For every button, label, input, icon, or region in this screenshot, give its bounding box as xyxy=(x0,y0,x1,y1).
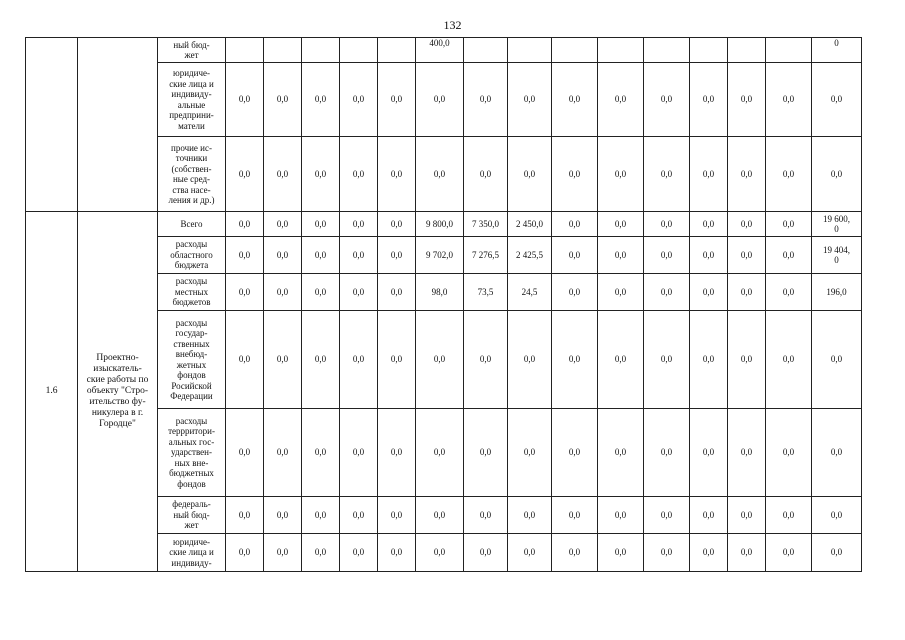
value-cell: 0,0 xyxy=(378,212,416,237)
value-cell: 0,0 xyxy=(598,137,644,212)
value-cell: 19 404, 0 xyxy=(812,237,862,274)
item-number-cell xyxy=(26,38,78,212)
value-cell: 0,0 xyxy=(226,237,264,274)
value-cell: 9 702,0 xyxy=(416,237,464,274)
value-cell: 0,0 xyxy=(766,212,812,237)
value-cell: 0,0 xyxy=(598,212,644,237)
value-cell: 0,0 xyxy=(508,497,552,534)
value-cell xyxy=(766,38,812,63)
value-cell: 2 450,0 xyxy=(508,212,552,237)
value-cell: 0,0 xyxy=(690,237,728,274)
value-cell: 0,0 xyxy=(766,237,812,274)
funding-source-cell: федераль- ный бюд- жет xyxy=(158,497,226,534)
value-cell: 73,5 xyxy=(464,274,508,311)
value-cell: 0,0 xyxy=(552,311,598,409)
value-cell: 0,0 xyxy=(552,137,598,212)
value-cell: 0,0 xyxy=(302,137,340,212)
page-number: 132 xyxy=(443,18,462,32)
value-cell: 0,0 xyxy=(340,212,378,237)
value-cell: 0,0 xyxy=(766,311,812,409)
value-cell: 0,0 xyxy=(264,137,302,212)
value-cell: 0,0 xyxy=(340,409,378,497)
value-cell: 400,0 xyxy=(416,38,464,63)
value-cell xyxy=(598,38,644,63)
value-cell: 0,0 xyxy=(644,409,690,497)
value-cell: 0,0 xyxy=(464,534,508,572)
value-cell: 0,0 xyxy=(302,212,340,237)
value-cell xyxy=(302,38,340,63)
value-cell: 0,0 xyxy=(226,311,264,409)
value-cell: 0,0 xyxy=(340,497,378,534)
value-cell: 0,0 xyxy=(552,497,598,534)
value-cell: 196,0 xyxy=(812,274,862,311)
value-cell: 0,0 xyxy=(552,63,598,137)
value-cell: 0,0 xyxy=(690,137,728,212)
value-cell: 0,0 xyxy=(302,237,340,274)
value-cell: 0 xyxy=(812,38,862,63)
value-cell: 0,0 xyxy=(264,497,302,534)
value-cell: 0,0 xyxy=(264,274,302,311)
funding-source-cell: расходы местных бюджетов xyxy=(158,274,226,311)
value-cell: 0,0 xyxy=(464,63,508,137)
value-cell: 0,0 xyxy=(728,237,766,274)
value-cell xyxy=(552,38,598,63)
value-cell: 0,0 xyxy=(378,274,416,311)
value-cell: 0,0 xyxy=(552,409,598,497)
value-cell: 0,0 xyxy=(644,274,690,311)
value-cell: 0,0 xyxy=(644,237,690,274)
value-cell: 0,0 xyxy=(226,534,264,572)
value-cell xyxy=(644,38,690,63)
value-cell: 0,0 xyxy=(690,63,728,137)
value-cell: 0,0 xyxy=(766,497,812,534)
value-cell: 0,0 xyxy=(302,534,340,572)
value-cell: 0,0 xyxy=(766,274,812,311)
value-cell xyxy=(728,38,766,63)
value-cell: 0,0 xyxy=(264,409,302,497)
value-cell: 0,0 xyxy=(728,212,766,237)
funding-source-cell: юридиче- ские лица и индивиду- xyxy=(158,534,226,572)
value-cell: 0,0 xyxy=(378,311,416,409)
value-cell: 0,0 xyxy=(644,534,690,572)
value-cell: 0,0 xyxy=(766,63,812,137)
value-cell: 0,0 xyxy=(644,63,690,137)
value-cell: 0,0 xyxy=(378,63,416,137)
value-cell: 98,0 xyxy=(416,274,464,311)
value-cell: 0,0 xyxy=(552,274,598,311)
value-cell: 0,0 xyxy=(508,63,552,137)
value-cell xyxy=(264,38,302,63)
funding-source-cell: прочие ис- точники (собствен- ные сред- ства насе- ления и др.) xyxy=(158,137,226,212)
value-cell: 0,0 xyxy=(226,274,264,311)
funding-source-cell: расходы террритори- альных гос- ударствен- ных вне- бюджетных фондов xyxy=(158,409,226,497)
value-cell: 0,0 xyxy=(464,409,508,497)
value-cell: 0,0 xyxy=(598,63,644,137)
item-number-cell: 1.6 xyxy=(26,212,78,572)
item-name-cell xyxy=(78,38,158,212)
value-cell: 0,0 xyxy=(728,274,766,311)
value-cell: 0,0 xyxy=(226,497,264,534)
item-name-cell: Проектно- изыскатель- ские работы по объекту "Стро- ительство фу- никулера в г. Городце" xyxy=(78,212,158,572)
value-cell: 0,0 xyxy=(416,497,464,534)
value-cell xyxy=(378,38,416,63)
financing-table xyxy=(25,37,862,572)
value-cell: 0,0 xyxy=(644,212,690,237)
funding-source-cell: Всего xyxy=(158,212,226,237)
value-cell: 0,0 xyxy=(264,212,302,237)
value-cell: 0,0 xyxy=(378,237,416,274)
value-cell: 2 425,5 xyxy=(508,237,552,274)
value-cell: 0,0 xyxy=(416,311,464,409)
value-cell: 0,0 xyxy=(728,497,766,534)
value-cell: 0,0 xyxy=(340,63,378,137)
table-row xyxy=(26,212,862,237)
value-cell: 0,0 xyxy=(728,311,766,409)
value-cell: 0,0 xyxy=(644,137,690,212)
value-cell: 0,0 xyxy=(416,137,464,212)
value-cell: 0,0 xyxy=(812,311,862,409)
value-cell: 0,0 xyxy=(812,63,862,137)
value-cell: 0,0 xyxy=(340,311,378,409)
value-cell: 0,0 xyxy=(508,311,552,409)
funding-source-cell: расходы областного бюджета xyxy=(158,237,226,274)
value-cell: 0,0 xyxy=(264,237,302,274)
value-cell xyxy=(340,38,378,63)
value-cell: 0,0 xyxy=(690,534,728,572)
value-cell: 0,0 xyxy=(340,274,378,311)
value-cell: 0,0 xyxy=(766,409,812,497)
value-cell: 7 276,5 xyxy=(464,237,508,274)
value-cell xyxy=(226,38,264,63)
value-cell: 0,0 xyxy=(508,534,552,572)
value-cell: 0,0 xyxy=(464,311,508,409)
value-cell: 0,0 xyxy=(690,497,728,534)
value-cell: 0,0 xyxy=(766,534,812,572)
value-cell: 19 600, 0 xyxy=(812,212,862,237)
value-cell: 0,0 xyxy=(302,497,340,534)
value-cell: 0,0 xyxy=(416,63,464,137)
value-cell: 9 800,0 xyxy=(416,212,464,237)
financing-table-body xyxy=(26,38,862,572)
value-cell: 0,0 xyxy=(226,137,264,212)
value-cell: 0,0 xyxy=(812,534,862,572)
value-cell: 0,0 xyxy=(340,137,378,212)
value-cell: 0,0 xyxy=(508,137,552,212)
value-cell: 0,0 xyxy=(552,237,598,274)
value-cell: 0,0 xyxy=(598,534,644,572)
value-cell: 0,0 xyxy=(416,534,464,572)
funding-source-cell: расходы государ- ственных внебюд- жетных фондов Росийской Федерации xyxy=(158,311,226,409)
value-cell: 0,0 xyxy=(226,63,264,137)
value-cell: 0,0 xyxy=(464,497,508,534)
value-cell: 7 350,0 xyxy=(464,212,508,237)
value-cell: 0,0 xyxy=(464,137,508,212)
value-cell: 0,0 xyxy=(728,534,766,572)
value-cell: 0,0 xyxy=(264,534,302,572)
value-cell: 0,0 xyxy=(226,212,264,237)
value-cell: 0,0 xyxy=(598,237,644,274)
value-cell: 0,0 xyxy=(690,409,728,497)
value-cell: 0,0 xyxy=(766,137,812,212)
value-cell: 0,0 xyxy=(340,237,378,274)
value-cell: 0,0 xyxy=(226,409,264,497)
value-cell: 0,0 xyxy=(378,497,416,534)
value-cell: 0,0 xyxy=(598,274,644,311)
value-cell: 0,0 xyxy=(812,497,862,534)
value-cell: 0,0 xyxy=(728,137,766,212)
value-cell: 24,5 xyxy=(508,274,552,311)
value-cell: 0,0 xyxy=(416,409,464,497)
value-cell: 0,0 xyxy=(644,497,690,534)
value-cell: 0,0 xyxy=(552,534,598,572)
value-cell: 0,0 xyxy=(378,534,416,572)
value-cell: 0,0 xyxy=(690,311,728,409)
value-cell: 0,0 xyxy=(340,534,378,572)
value-cell xyxy=(690,38,728,63)
value-cell: 0,0 xyxy=(728,409,766,497)
value-cell: 0,0 xyxy=(598,497,644,534)
value-cell: 0,0 xyxy=(812,409,862,497)
value-cell: 0,0 xyxy=(264,311,302,409)
funding-source-cell: юридиче- ские лица и индивиду- альные предприни- матели xyxy=(158,63,226,137)
value-cell: 0,0 xyxy=(812,137,862,212)
value-cell xyxy=(464,38,508,63)
value-cell: 0,0 xyxy=(378,137,416,212)
value-cell: 0,0 xyxy=(728,63,766,137)
value-cell: 0,0 xyxy=(690,274,728,311)
value-cell: 0,0 xyxy=(302,274,340,311)
value-cell xyxy=(508,38,552,63)
value-cell: 0,0 xyxy=(302,311,340,409)
value-cell: 0,0 xyxy=(378,409,416,497)
value-cell: 0,0 xyxy=(598,409,644,497)
funding-source-cell: ный бюд- жет xyxy=(158,38,226,63)
value-cell: 0,0 xyxy=(552,212,598,237)
value-cell: 0,0 xyxy=(302,63,340,137)
value-cell: 0,0 xyxy=(508,409,552,497)
value-cell: 0,0 xyxy=(598,311,644,409)
table-row xyxy=(26,38,862,63)
value-cell: 0,0 xyxy=(690,212,728,237)
value-cell: 0,0 xyxy=(302,409,340,497)
value-cell: 0,0 xyxy=(264,63,302,137)
value-cell: 0,0 xyxy=(644,311,690,409)
